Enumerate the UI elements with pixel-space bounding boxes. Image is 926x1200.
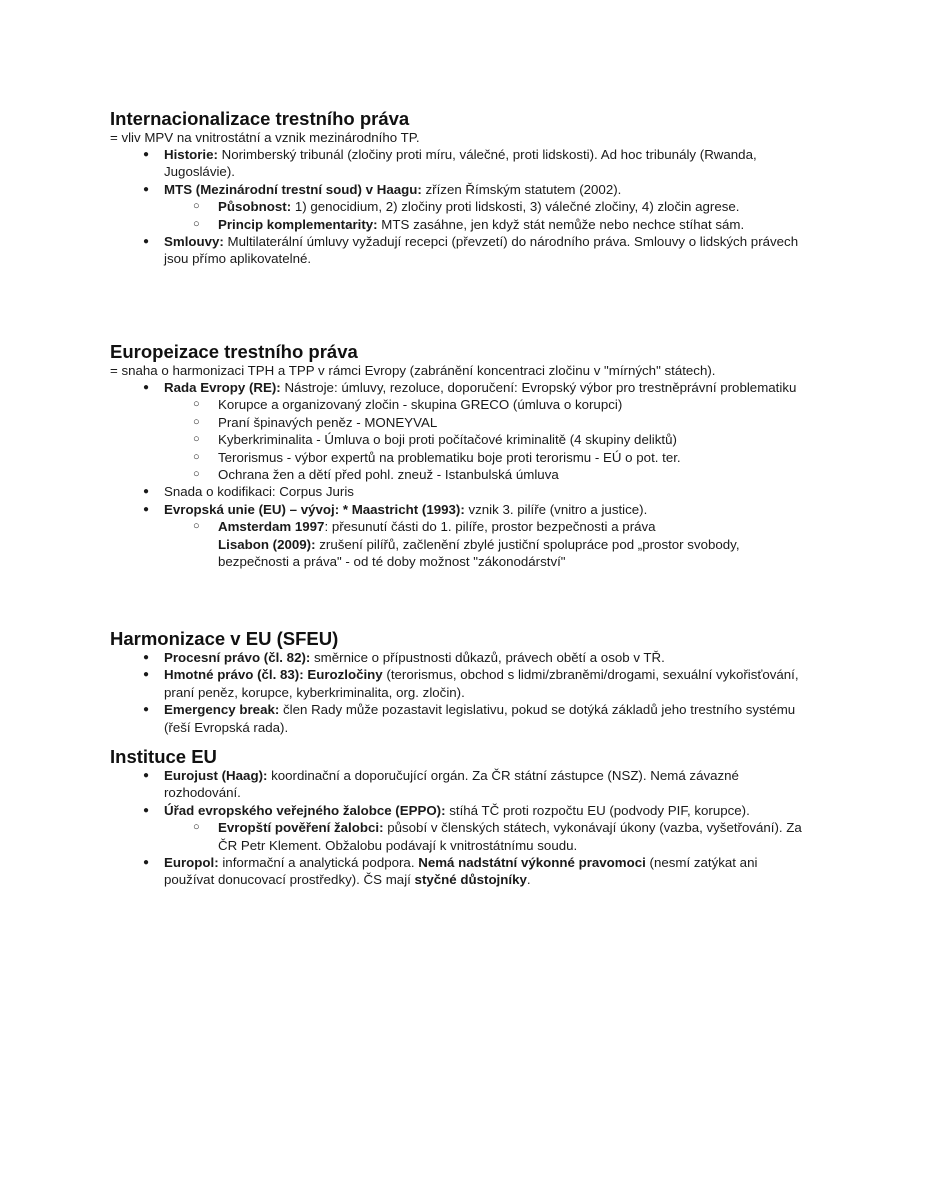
sub-list [164, 198, 810, 233]
item-label: Europol: [164, 855, 219, 871]
section-internacionalizace [110, 108, 810, 268]
item-label: Emergency break: [164, 702, 280, 718]
section-intro: = vliv MPV na vnitrostátní a vznik mezinárodního TP. [110, 130, 420, 145]
list-item-eurojust [110, 767, 810, 802]
sub-item: ○ Kyberkriminalita - Úmluva o boji proti počítačové kriminalitě (4 skupiny deliktů) [164, 431, 810, 448]
section-title: Harmonizace v EU (SFEU) [110, 628, 339, 649]
list-item-eppo [110, 802, 810, 854]
item-label: Lisabon (2009): [218, 536, 316, 552]
item-label: Amsterdam 1997 [218, 519, 325, 535]
sub-item: ○ Ochrana žen a dětí před pohl. zneuž - Istanbulská úmluva [164, 466, 810, 483]
bullet-list [110, 379, 810, 570]
item-text: směrnice o přípustnosti důkazů, právech obětí a osob v TŘ. [310, 650, 665, 665]
item-label: MTS (Mezinárodní trestní soud) v Haagu: [164, 181, 422, 197]
item-text: 1) genocidium, 2) zločiny proti lidskosti, 3) válečné zločiny, 4) zločin agrese. [291, 199, 740, 215]
list-item-emergency [110, 701, 810, 736]
bullet-list [110, 649, 810, 736]
bullet-list [110, 146, 810, 268]
bullet-list [110, 767, 810, 889]
sub-item-amsterdam-lisabon [164, 518, 810, 570]
section-harmonizace [110, 628, 810, 736]
list-item-mts [110, 181, 810, 233]
sub-item-princip [164, 216, 810, 233]
list-item-rada-evropy [110, 379, 810, 483]
item-text: Nástroje: úmluvy, rezoluce, doporučení: Evropský výbor pro trestněprávní problematiku [280, 380, 797, 395]
list-item-historie [110, 146, 810, 181]
item-text: zrušení pilířů, začlenění zbylé justiční spolupráce pod „prostor svobody, bezpečnosti a práva" - od té doby možnost "zákonodárství" [218, 536, 740, 570]
item-label: Procesní právo (čl. 82): [164, 650, 311, 665]
sub-item: ○ Korupce a organizovaný zločin - skupina GRECO (úmluva o korupci) [164, 396, 810, 413]
item-text: zřízen Římským statutem (2002). [421, 181, 622, 197]
item-label: Eurojust (Haag): [164, 768, 268, 783]
sub-list [164, 396, 810, 483]
item-label: Hmotné právo (čl. 83): Eurozločiny [164, 667, 383, 683]
sub-item: ○ Praní špinavých peněz - MONEYVAL [164, 414, 810, 431]
list-item-smlouvy [110, 233, 810, 268]
section-title: Instituce EU [110, 746, 217, 767]
list-item-kodifikace: ● Snada o kodifikaci: Corpus Juris [110, 483, 810, 500]
list-item-europol [110, 854, 810, 889]
item-label: Úřad evropského veřejného žalobce (EPPO): [164, 802, 446, 818]
item-text: (nesmí zatýkat ani používat donucovací prostředky). ČS mají [164, 855, 758, 888]
item-label: Princip komplementarity: [218, 216, 378, 232]
item-label: Evropští pověření žalobci: [218, 820, 384, 836]
item-text: : přesunutí části do 1. pilíře, prostor bezpečnosti a práva [324, 519, 656, 535]
item-label: Rada Evropy (RE): [164, 380, 281, 395]
sub-item-povereni [164, 819, 810, 854]
sub-list [164, 819, 810, 854]
item-label: Smlouvy: [164, 234, 224, 250]
list-item-hmotne [110, 666, 810, 701]
item-text: MTS zasáhne, jen když stát nemůže nebo nechce stíhat sám. [377, 216, 745, 232]
item-label: Historie: [164, 147, 218, 162]
item-text: koordinační a doporučující orgán. Za ČR státní zástupce (NSZ). Nemá závazné rozhodování. [164, 768, 739, 801]
list-item-eu [110, 501, 810, 571]
item-label: Evropská unie (EU) – vývoj: * Maastricht (1993): [164, 501, 465, 517]
sub-item-pusobnost [164, 198, 810, 215]
item-text: informační a analytická podpora. [218, 855, 419, 871]
list-item-procesni [110, 649, 810, 666]
section-instituce [110, 746, 810, 889]
item-text: člen Rady může pozastavit legislativu, pokud se dotýká základů jeho trestního systému (řeší Evropská rada). [164, 702, 796, 735]
sub-list [164, 518, 810, 570]
sub-item: ○ Terorismus - výbor expertů na problematiku boje proti terorismu - EÚ o pot. ter. [164, 449, 810, 466]
item-text: Multilaterální úmluvy vyžadují recepci (převzetí) do národního práva. Smlouvy o lidských právech jsou přímo aplikovatelné. [164, 234, 799, 267]
item-text: . [526, 872, 531, 888]
section-title: Europeizace trestního práva [110, 341, 358, 362]
item-text: Norimberský tribunál (zločiny proti míru, válečné, proti lidskosti). Ad hoc tribunály (Rwanda, Jugoslávie). [164, 147, 757, 180]
section-title: Internacionalizace trestního práva [110, 108, 410, 129]
item-text: působí v členských státech, vykonávají úkony (vazba, vyšetřování). Za ČR Petr Klement. Obžalobu podávají k vnitrostátnímu soudu. [218, 820, 802, 853]
item-text: (terorismus, obchod s lidmi/zbraněmi/drogami, sexuální vykořisťování, praní peněz, korupce, kyberkriminalita, org. zločin). [164, 667, 799, 700]
item-emphasis: Nemá nadstátní výkonné pravomoci [418, 855, 646, 871]
item-text: stíhá TČ proti rozpočtu EU (podvody PIF, korupce). [445, 802, 750, 818]
item-text: vznik 3. pilíře (vnitro a justice). [464, 501, 648, 517]
section-intro: = snaha o harmonizaci TPH a TPP v rámci Evropy (zabránění koncentraci zločinu v "mírných" státech). [110, 363, 716, 378]
section-europeizace [110, 341, 810, 570]
item-emphasis: styčné důstojníky [414, 872, 527, 888]
item-label: Působnost: [218, 199, 292, 215]
